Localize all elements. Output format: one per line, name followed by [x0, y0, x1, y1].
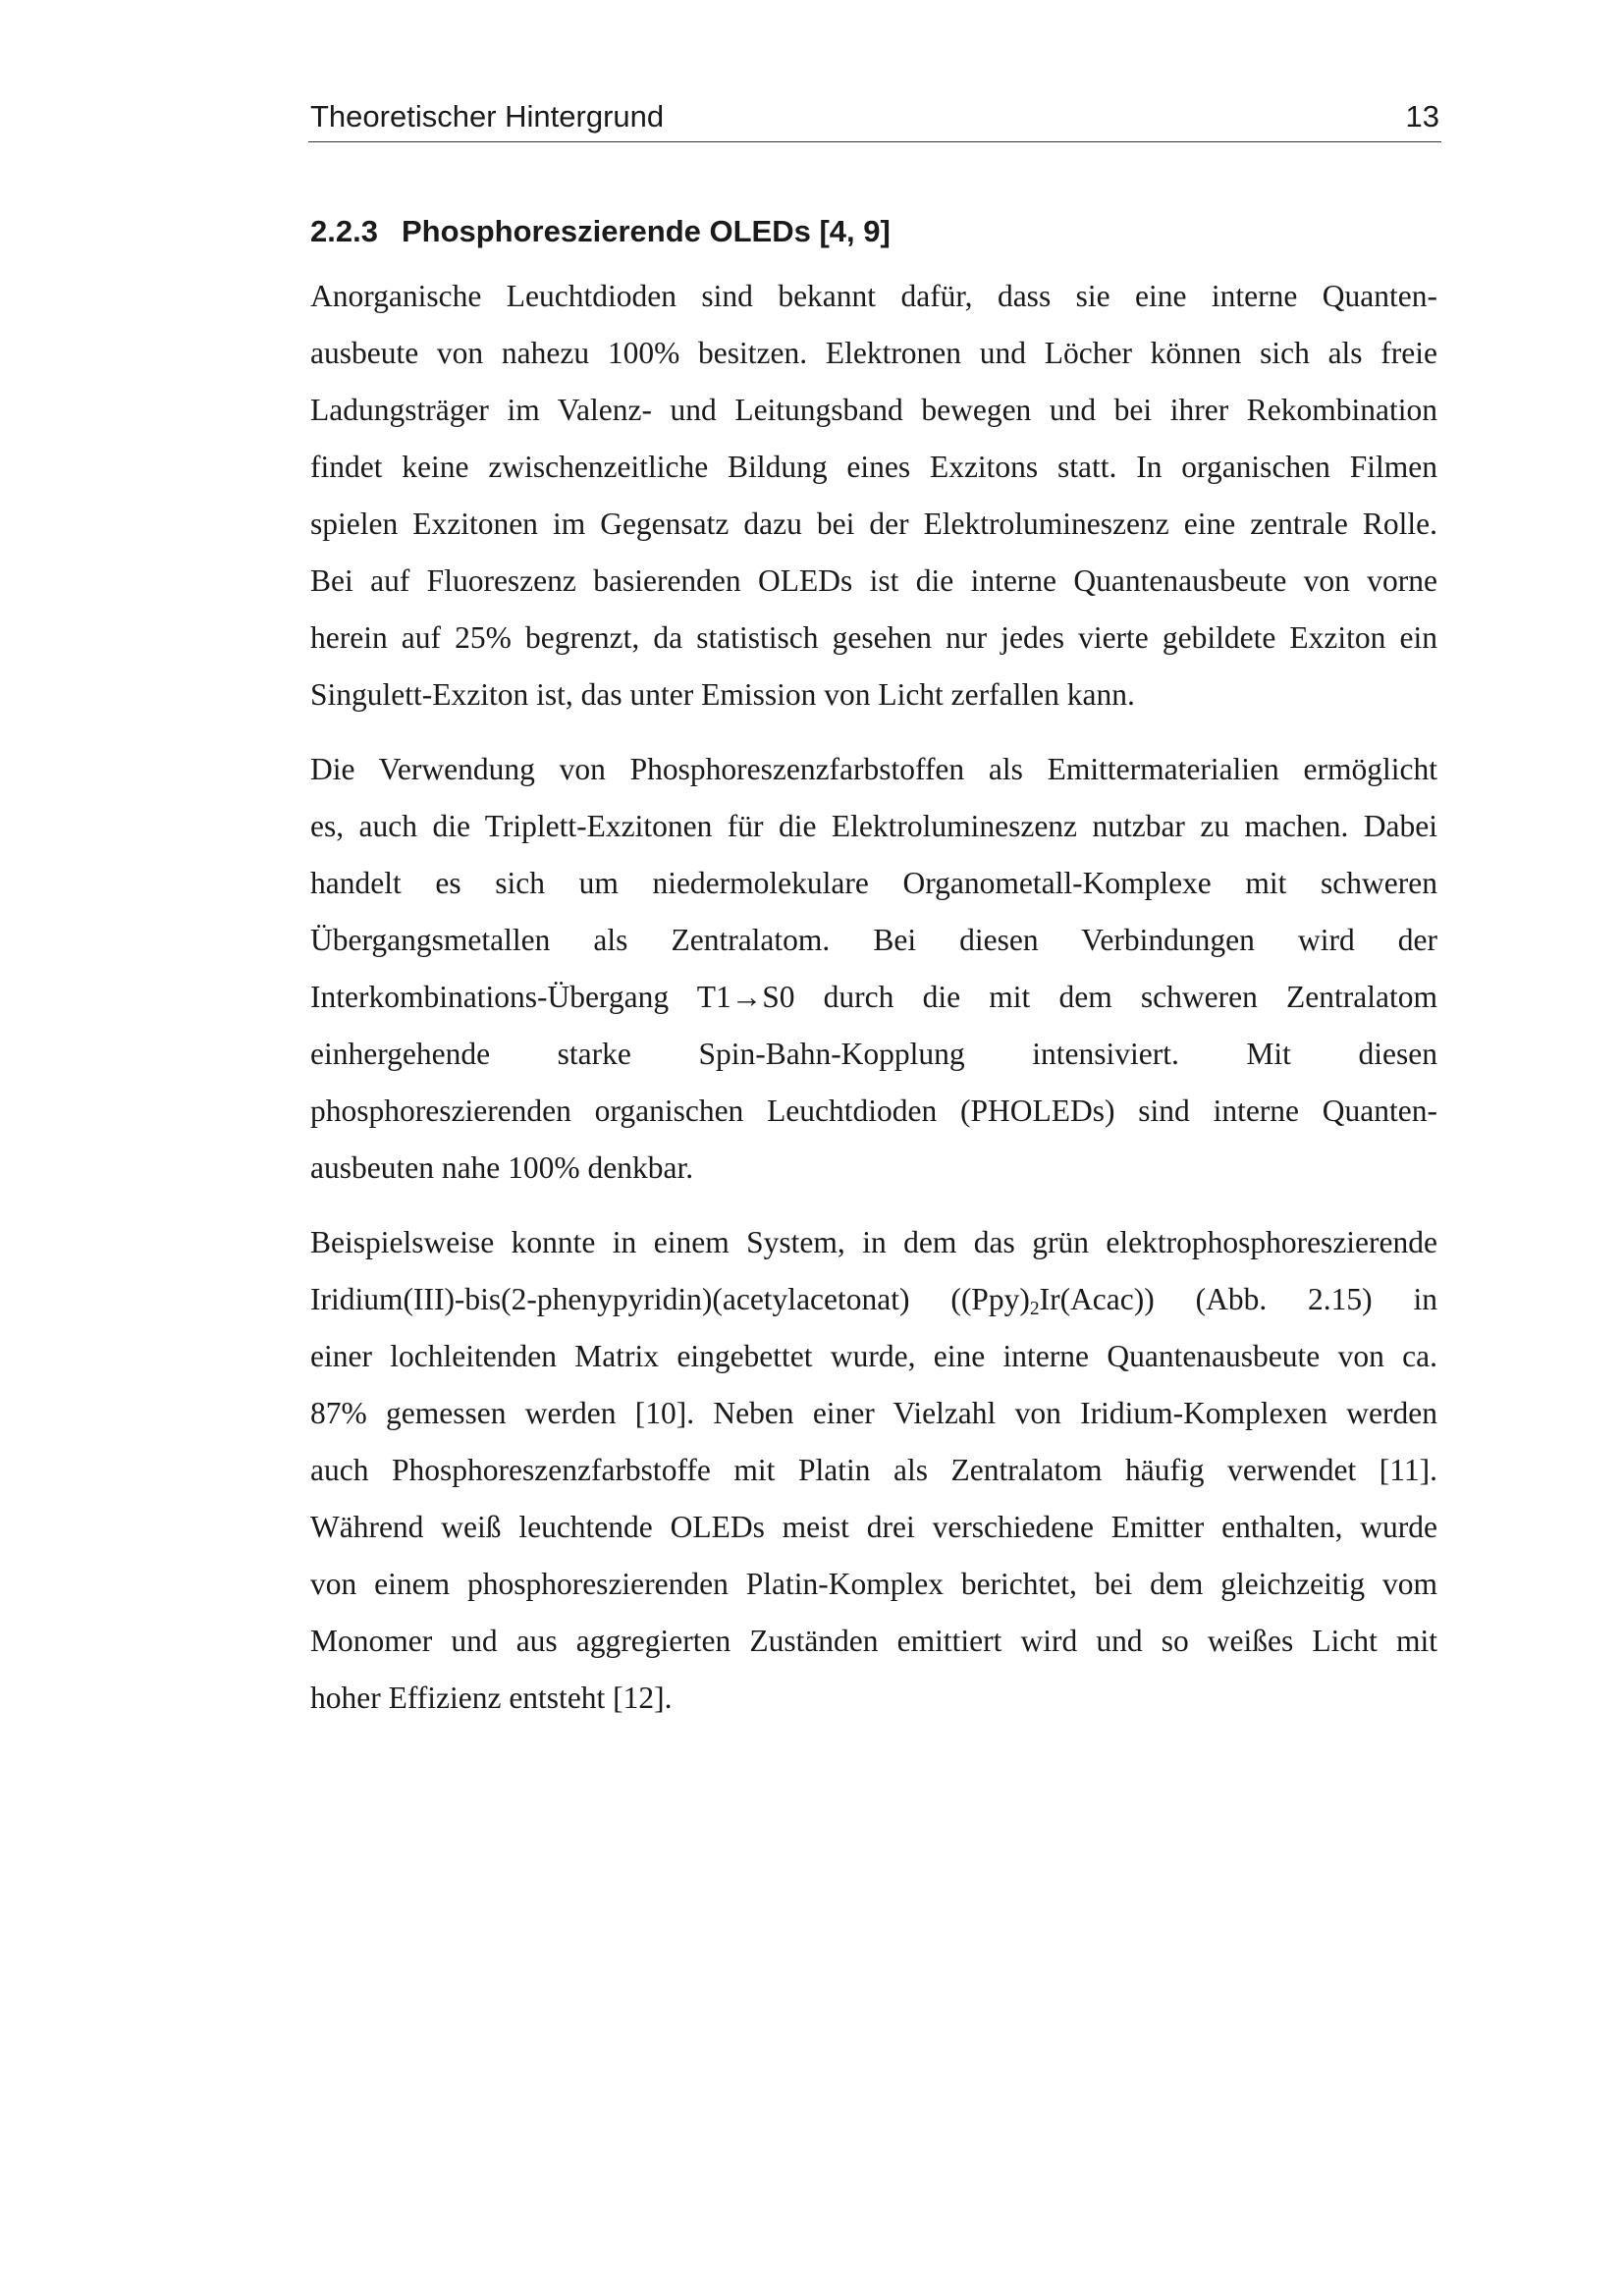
- text-line: Monomer und aus aggregierten Zuständen emittiert wird und so weißes Licht mit: [310, 1624, 1437, 1658]
- text-line: Interkombinations-Übergang T1→S0 durch die mit dem schweren Zentralatom: [310, 980, 1437, 1014]
- text-line: Übergangsmetallen als Zentralatom. Bei diesen Verbindungen wird der: [310, 923, 1437, 957]
- text-line: von einem phosphoreszierenden Platin-Komplex berichtet, bei dem gleichzeitig vom: [310, 1567, 1437, 1601]
- text-line: ausbeuten nahe 100% denkbar.: [310, 1150, 694, 1185]
- formula-text-before: Iridium(III)-bis(2-phenypyridin)(acetylacetonat) ((Ppy): [310, 1282, 1030, 1316]
- section-heading: [310, 210, 1439, 253]
- text-line: es, auch die Triplett-Exzitonen für die Elektrolumineszenz nutzbar zu machen. Dabei: [310, 809, 1437, 843]
- formula-text-after: Ir(Acac)) (Abb. 2.15) in: [1039, 1282, 1437, 1316]
- paragraph-3: [310, 1214, 1437, 1727]
- formula-subscript: 2: [1029, 1298, 1040, 1319]
- text-line: Bei auf Fluoreszenz basierenden OLEDs ist die interne Quantenausbeute von vorne: [310, 563, 1437, 598]
- text-line: 87% gemessen werden [10]. Neben einer Vielzahl von Iridium-Komplexen werden: [310, 1396, 1437, 1430]
- paragraph-2: [310, 741, 1437, 1197]
- text-line: spielen Exzitonen im Gegensatz dazu bei der Elektrolumineszenz eine zentrale Rolle.: [310, 507, 1437, 541]
- text-line: Beispielsweise konnte in einem System, in dem das grün elektrophosphoreszierende: [310, 1225, 1437, 1259]
- section-number: 2.2.3: [310, 214, 378, 248]
- text-line: Ladungsträger im Valenz- und Leitungsband bewegen und bei ihrer Rekombination: [310, 393, 1437, 427]
- text-line: auch Phosphoreszenzfarbstoffe mit Platin als Zentralatom häufig verwendet [11].: [310, 1453, 1437, 1487]
- text-line: Anorganische Leuchtdioden sind bekannt dafür, dass sie eine interne Quanten-: [310, 279, 1437, 313]
- text-line: ausbeute von nahezu 100% besitzen. Elektronen und Löcher können sich als freie: [310, 336, 1437, 370]
- text-line: einhergehende starke Spin-Bahn-Kopplung intensiviert. Mit diesen: [310, 1037, 1437, 1071]
- paragraph-1: [310, 268, 1437, 723]
- text-line: herein auf 25% begrenzt, da statistisch gesehen nur jedes vierte gebildete Exziton ein: [310, 620, 1437, 655]
- running-header: [308, 94, 1441, 142]
- text-line-with-formula: [310, 1271, 1437, 1328]
- body-text: [310, 268, 1437, 1744]
- text-line: hoher Effizienz entsteht [12].: [310, 1681, 673, 1715]
- text-line: Die Verwendung von Phosphoreszenzfarbstoffen als Emittermaterialien ermöglicht: [310, 752, 1437, 786]
- text-line: Während weiß leuchtende OLEDs meist drei verschiedene Emitter enthalten, wurde: [310, 1510, 1437, 1544]
- text-line: handelt es sich um niedermolekulare Organometall-Komplexe mit schweren: [310, 866, 1437, 900]
- text-line: phosphoreszierenden organischen Leuchtdioden (PHOLEDs) sind interne Quanten-: [310, 1094, 1437, 1128]
- text-line: einer lochleitenden Matrix eingebettet wurde, eine interne Quantenausbeute von ca.: [310, 1339, 1437, 1373]
- text-line: findet keine zwischenzeitliche Bildung eines Exzitons statt. In organischen Filmen: [310, 450, 1437, 484]
- header-title: Theoretischer Hintergrund: [310, 99, 665, 133]
- page-number: 13: [1405, 99, 1439, 133]
- text-line: Singulett-Exziton ist, das unter Emission von Licht zerfallen kann.: [310, 677, 1135, 712]
- section-title: Phosphoreszierende OLEDs [4, 9]: [401, 214, 891, 248]
